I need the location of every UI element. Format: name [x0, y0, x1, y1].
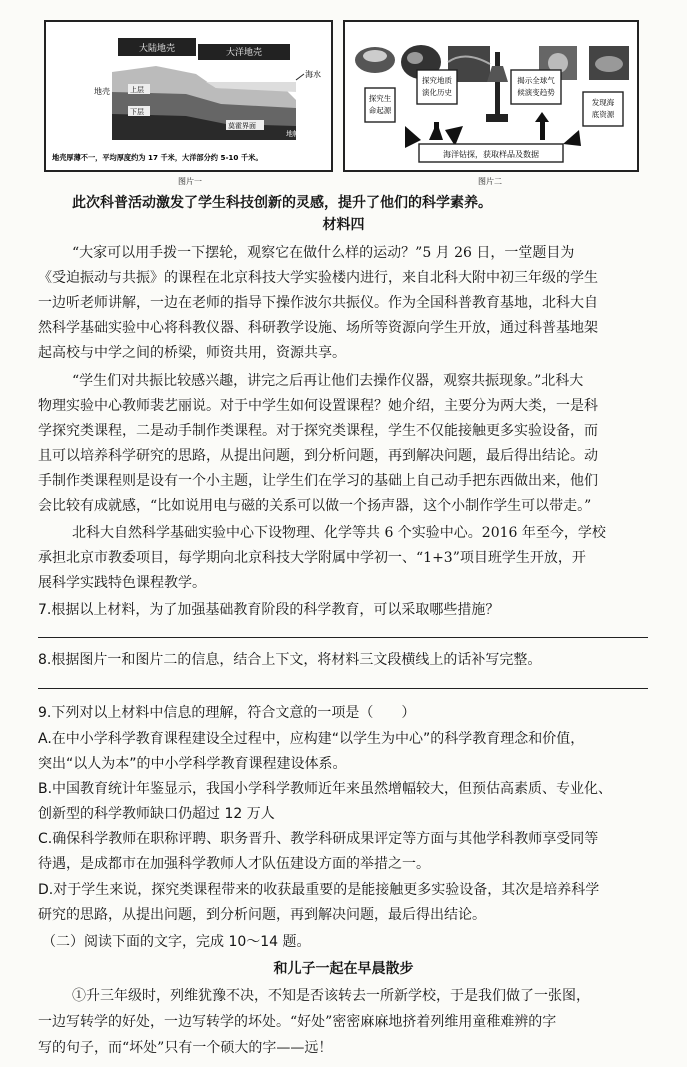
upper-crust-label: 上层	[130, 86, 144, 94]
life-origin-line1: 探究生	[368, 94, 392, 103]
option-c-cont: 待遇，是成都市在加强科学教师人才队伍建设方面的举措之一。	[38, 856, 430, 872]
essay-line: 写的句子，而“坏处”只有一个硕大的字——远！	[38, 1040, 333, 1056]
option-a: A.在中小学科学教育课程建设全过程中，应构建“以学生为中心”的科学教育理念和价值，	[38, 731, 585, 747]
p1-line: “大家可以用手拨一下摆轮，观察它在做什么样的运动？”5 月 26 日，一堂题目为	[72, 245, 575, 261]
essay-line: 一边写转学的好处，一边写转学的坏处。“好处”密密麻麻地挤着列维用童稚难辨的字	[38, 1014, 557, 1030]
continental-crust-label: 大陆地壳	[138, 44, 176, 54]
p2-line: 手制作类课程则是设有一个小主题，让学生们在学习的基础上自己动手把东西做出来，他们	[38, 473, 598, 489]
oceanic-crust-label: 大洋地壳	[225, 48, 263, 58]
p3-line: 展科学实践特色课程教学。	[38, 575, 206, 591]
seabed-resources-line1: 发现海	[591, 98, 615, 107]
p2-line: 学探究类课程，二是动手制作类课程。对于探究类课程，学生不仅能接触更多实验设备，而	[38, 423, 598, 439]
option-b-cont: 创新型的科学教师缺口仍超过 12 万人	[38, 806, 275, 822]
p1-line: 一边听老师讲解，一边在老师的指导下操作波尔共振仪。作为全国科普教育基地，北科大自	[38, 295, 598, 311]
intro-closing-line: 此次科普活动激发了学生科技创新的灵感，提升了他们的科学素养。	[72, 195, 492, 211]
material-four-heading: 材料四	[322, 217, 365, 233]
p2-line: 且可以培养科学研究的思路，从提出问题，到分析问题，再到解决问题，最后得出结论。动	[38, 448, 598, 464]
option-a-cont: 突出“以人为本”的中小学科学教育课程建设体系。	[38, 756, 347, 772]
option-d: D.对于学生来说，探究类课程带来的收获最重要的是能接触更多实验设备，其次是培养科学	[38, 882, 600, 898]
question-8: 8.根据图片一和图片二的信息，结合上下文，将材料三文段横线上的话补写完整。	[38, 652, 542, 668]
drilling-label: 海洋钻探，获取样品及数据	[443, 150, 539, 159]
question-9: 9.下列对以上材料中信息的理解，符合文意的一项是（ ）	[38, 705, 416, 721]
p1-line: 然科学基础实验中心将科教仪器、科研教学设施、场所等资源向学生开放，通过科普基地架	[38, 320, 598, 336]
p3-line: 北科大自然科学基础实验中心下设物理、化学等共 6 个实验中心。2016 年至今，学校	[72, 525, 606, 541]
p2-line: 会比较有成就感，“比如说用电与磁的关系可以做一个扬声器，这个小制作学生可以带走。”	[38, 498, 592, 514]
geo-history-line2: 演化历史	[422, 88, 452, 97]
p2-line: “学生们对共振比较感兴趣，讲完之后再让他们去操作仪器，观察共振现象。”北科大	[72, 373, 584, 389]
figure-crust-diagram	[44, 20, 333, 172]
lower-crust-label: 下层	[130, 108, 144, 116]
essay-title: 和儿子一起在早晨散步	[273, 961, 414, 977]
p1-line: 起高校与中学之间的桥梁，师资共用，资源共享。	[38, 345, 346, 361]
p2-line: 物理实验中心教师裴艺丽说。对于中学生如何设置课程？她介绍，主要分为两大类，一是科	[38, 398, 598, 414]
ocean-drilling-svg	[345, 22, 637, 170]
option-c: C.确保科学教师在职称评聘、职务晋升、教学科研成果评定等方面与其他学科教师享受同等	[38, 831, 599, 847]
climate-line2: 候演变趋势	[517, 88, 555, 97]
life-origin-line2: 命起源	[368, 106, 392, 115]
option-d-cont: 研究的思路，从提出问题，到分析问题，再到解决问题，最后得出结论。	[38, 907, 486, 923]
figure1-caption: 图片一	[178, 177, 202, 186]
crust-note: 地壳厚薄不一，平均厚度约为 17 千米，大洋部分约 5-10 千米。	[52, 153, 263, 162]
crust-label: 地壳	[94, 87, 110, 96]
seawater-label: 海水	[305, 70, 321, 79]
figure-ocean-drilling-diagram	[343, 20, 639, 172]
figure2-caption: 图片二	[478, 177, 502, 186]
option-b: B.中国教育统计年鉴显示，我国小学科学教师近年来虽然增幅较大，但预估高素质、专业化、	[38, 781, 613, 797]
mantle-label: 地幔	[286, 130, 300, 138]
p1-line: 《受迫振动与共振》的课程在北京科技大学实验楼内进行，来自北科大附中初三年级的学生	[38, 270, 598, 286]
climate-line1: 揭示全球气	[517, 76, 555, 85]
geo-history-line1: 探究地质	[422, 76, 452, 85]
p3-line: 承担北京市教委项目，每学期向北京科技大学附属中学初一、“1+3”项目班学生开放，开	[38, 550, 586, 566]
question-7: 7.根据以上材料，为了加强基础教育阶段的科学教育，可以采取哪些措施？	[38, 602, 500, 618]
essay-line: ①升三年级时，列维犹豫不决，不知是否该转去一所新学校，于是我们做了一张图，	[72, 988, 590, 1004]
boundary-label: 莫霍界面	[228, 122, 256, 130]
crust-diagram-svg	[46, 22, 331, 170]
seabed-resources-line2: 底资源	[591, 110, 615, 119]
answer-line-q7[interactable]	[38, 637, 648, 638]
answer-line-q8[interactable]	[38, 688, 648, 689]
section-two-heading: （二）阅读下面的文字，完成 10～14 题。	[42, 934, 311, 950]
